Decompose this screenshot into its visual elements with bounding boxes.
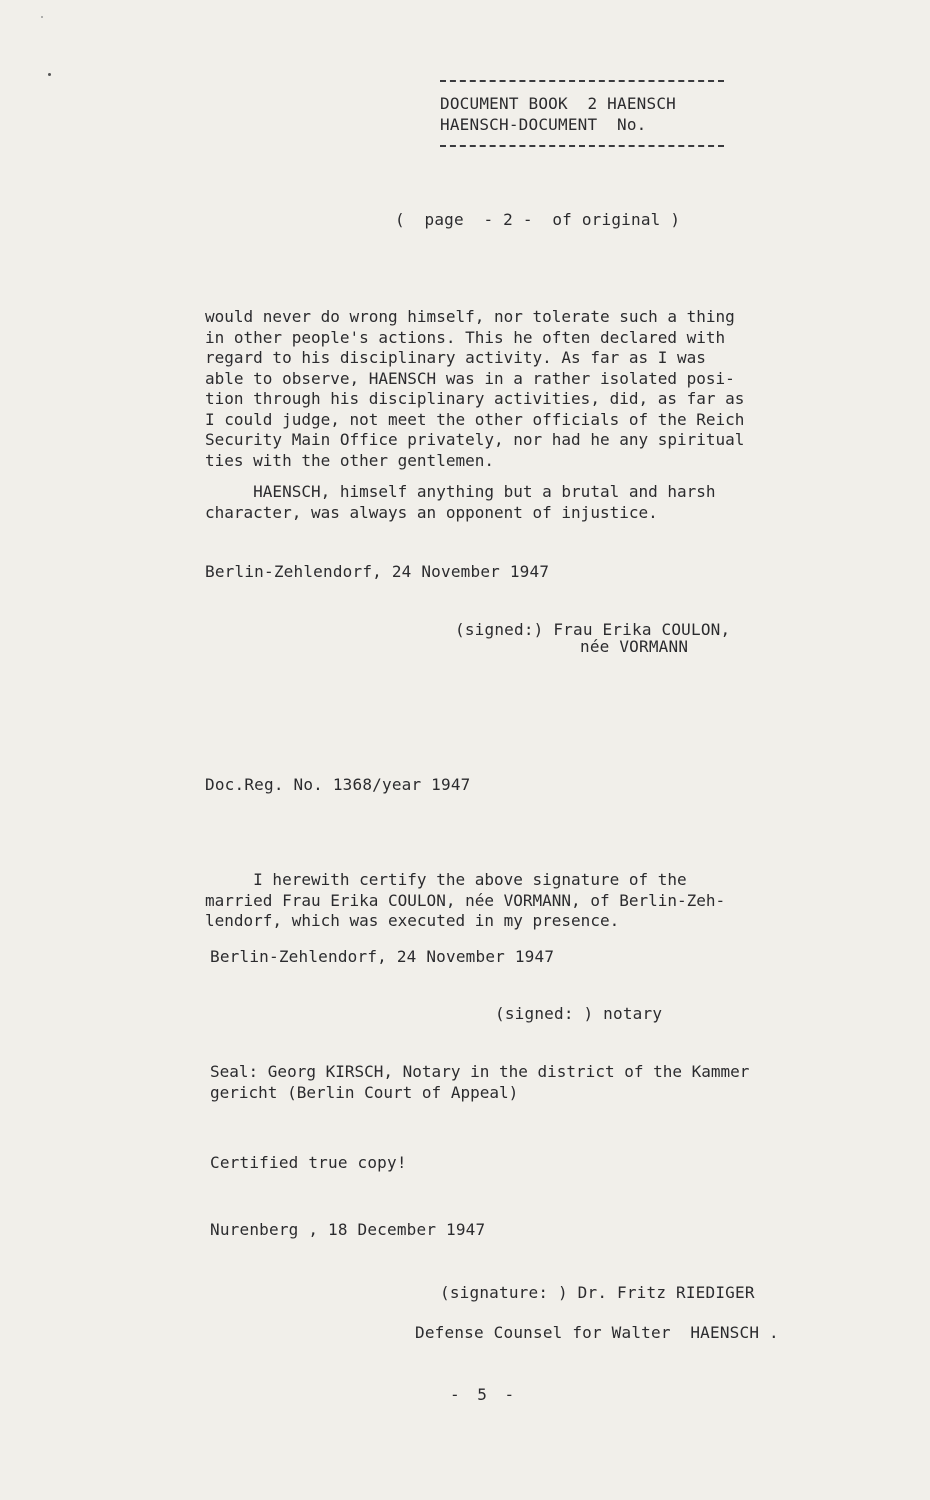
header-rule-top [440,80,724,82]
body-line: would never do wrong himself, nor tolerate such a thing [205,307,735,326]
body-paragraph-2 [205,482,716,523]
header-rule-bottom [440,145,724,147]
paper-speck [41,16,43,18]
signed-notary: (signed: ) notary [495,1004,663,1023]
place-date-3: Nurenberg , 18 December 1947 [210,1220,486,1239]
body-line: I could judge, not meet the other officials of the Reich [205,409,745,429]
header-line-1: DOCUMENT BOOK 2 HAENSCH [440,94,676,113]
defense-counsel: Defense Counsel for Walter HAENSCH . [415,1323,779,1342]
certification-line: lendorf, which was executed in my presence. [205,911,620,930]
body-line: Security Main Office privately, nor had he any spiritual [205,430,745,449]
body-paragraph [205,307,744,471]
body-line: ties with the other gentlemen. [205,450,494,470]
signature-1-line-2: née VORMANN [580,637,689,656]
certification-line: married Frau Erika COULON, née VORMANN, of Berlin-Zeh- [205,890,726,910]
seal-paragraph [210,1062,749,1103]
header-line-2: HAENSCH-DOCUMENT No. [440,115,647,134]
page-reference: ( page - 2 - of original ) [395,210,681,229]
body-line: tion through his disciplinary activities, did, as far as [205,389,745,408]
place-date-2: Berlin-Zehlendorf, 24 November 1947 [210,947,555,966]
body-line: HAENSCH, himself anything but a brutal and harsh [205,482,716,501]
body-line: regard to his disciplinary activity. As far as I was [205,348,706,367]
body-line: in other people's actions. This he often declared with [205,327,726,347]
seal-line: gericht (Berlin Court of Appeal) [210,1082,519,1102]
certified-true-copy: Certified true copy! [210,1153,407,1172]
paper-speck [48,73,51,76]
signature-1-line-1: (signed:) Frau Erika COULON, [455,620,731,639]
doc-reg-number: Doc.Reg. No. 1368/year 1947 [205,775,471,794]
page-number: - 5 - [450,1385,519,1404]
certification-line: I herewith certify the above signature of the [205,870,687,889]
certification-paragraph [205,870,725,932]
signature-2: (signature: ) Dr. Fritz RIEDIGER [440,1283,755,1302]
body-line: character, was always an opponent of injustice. [205,502,658,522]
seal-line: Seal: Georg KIRSCH, Notary in the district of the Kammer [210,1062,750,1081]
body-line: able to observe, HAENSCH was in a rather isolated posi- [205,368,735,388]
place-date-1: Berlin-Zehlendorf, 24 November 1947 [205,562,550,581]
